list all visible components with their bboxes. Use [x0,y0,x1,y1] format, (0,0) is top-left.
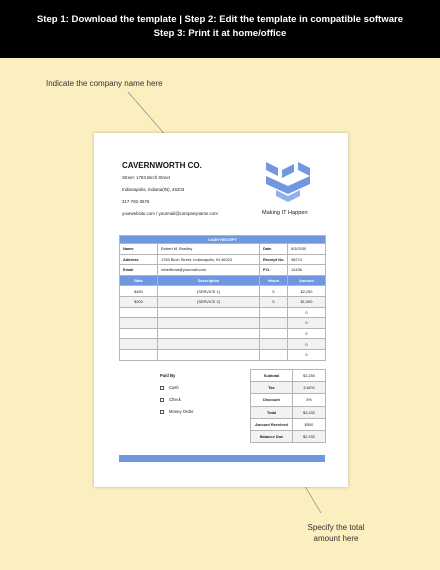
payment-option-money-order[interactable] [160,409,193,414]
instructions-banner [0,0,440,58]
totals-row-tax [251,382,326,394]
company-street: Street: 1783 Birch Street [122,175,171,180]
table-row [120,296,326,307]
total-callout-line-1: Specify the total [307,523,365,532]
banner-line-2: Step 3: Print it at home/office [153,28,287,39]
cash-checkbox[interactable] [160,386,164,390]
item-hours [260,318,288,329]
email-value: robertbrad@yourmail.com [158,265,260,276]
rate-header: Rate [120,275,158,286]
balance-due-label: Balance Due [251,430,293,442]
tax-label: Tax [251,382,293,394]
company-logo-icon [264,160,312,204]
subtotal-value: $3,250 [293,370,326,382]
payment-option-check[interactable] [160,397,181,402]
discount-label: Discount [251,394,293,406]
totals-table [250,369,326,443]
item-rate: $200 [120,296,158,307]
receipt-no-value: 98274 [288,254,326,265]
receipt-no-label: Receipt No. [260,254,288,265]
totals-row-amount-received [251,418,326,430]
po-value: 12436 [288,265,326,276]
balance-due-value: $2,932 [293,430,326,442]
check-checkbox[interactable] [160,398,164,402]
check-label: Check [169,397,181,402]
item-amount: $2,250 [288,286,326,297]
item-description [158,307,260,318]
item-rate: $450 [120,286,158,297]
table-row [120,307,326,318]
item-hours [260,328,288,339]
company-website: yourwebsite.com / yourmail@companyname.com [122,211,218,216]
item-amount: 0 [288,307,326,318]
item-rate [120,318,158,329]
item-description [158,349,260,360]
receipt-table [119,235,326,361]
amount-header: Amount [288,275,326,286]
item-hours: 5 [260,286,288,297]
total-label: Total [251,406,293,418]
paid-by-label: Paid By [160,373,176,378]
item-description: [SERVICE 2] [158,296,260,307]
item-rate [120,328,158,339]
payment-option-cash[interactable] [160,385,179,390]
item-description: [SERVICE 1] [158,286,260,297]
item-hours [260,349,288,360]
subtotal-label: Subtotal [251,370,293,382]
money-order-label: Money Order [169,409,194,414]
footer-bar [119,455,325,462]
item-hours [260,339,288,350]
address-value: 1783 Birch Street, Indianapolis, IN 46203 [158,254,260,265]
banner-line-1: Step 1: Download the template | Step 2: Edit the template in compatible software [36,14,404,25]
total-amount-callout [296,522,376,544]
date-value: 5/3/2030 [288,244,326,255]
item-amount: 0 [288,349,326,360]
date-label: Date [260,244,288,255]
company-name-callout: Indicate the company name here [46,79,163,88]
discount-value: 5% [293,394,326,406]
totals-row-subtotal [251,370,326,382]
cash-label: Cash [169,385,179,390]
item-description [158,328,260,339]
item-amount: 0 [288,328,326,339]
item-rate [120,339,158,350]
tax-value: 5.60% [293,382,326,394]
company-city: Indianapolis, Indiana(IN), 46203 [122,187,185,192]
amount-received-value: $500 [293,418,326,430]
address-label: Address [120,254,158,265]
company-callout-leader [128,92,168,138]
total-callout-line-2: amount here [313,534,359,543]
item-rate [120,307,158,318]
name-label: Name [120,244,158,255]
table-row [120,339,326,350]
company-tagline: Making IT Happen [262,210,308,216]
item-description [158,339,260,350]
item-amount: $1,000 [288,296,326,307]
receipt-title: CASH RECEIPT [120,236,326,244]
receipt-document [94,133,348,487]
item-description [158,318,260,329]
amount-received-label: Amount Received [251,418,293,430]
email-label: Email [120,265,158,276]
totals-row-total [251,406,326,418]
item-amount: 0 [288,318,326,329]
company-name: CAVERNWORTH CO. [122,161,202,170]
totals-row-balance-due [251,430,326,442]
item-rate [120,349,158,360]
item-hours [260,307,288,318]
hours-header: Hours [260,275,288,286]
table-row [120,286,326,297]
po-label: P.O. [260,265,288,276]
description-header: Description [158,275,260,286]
item-amount: 0 [288,339,326,350]
totals-row-discount [251,394,326,406]
name-value: Robert M. Bradley [158,244,260,255]
table-row [120,349,326,360]
company-phone: 317-782-3676 [122,199,150,204]
item-hours: 5 [260,296,288,307]
money-order-checkbox[interactable] [160,410,164,414]
total-value: $3,432 [293,406,326,418]
table-row [120,318,326,329]
table-row [120,328,326,339]
